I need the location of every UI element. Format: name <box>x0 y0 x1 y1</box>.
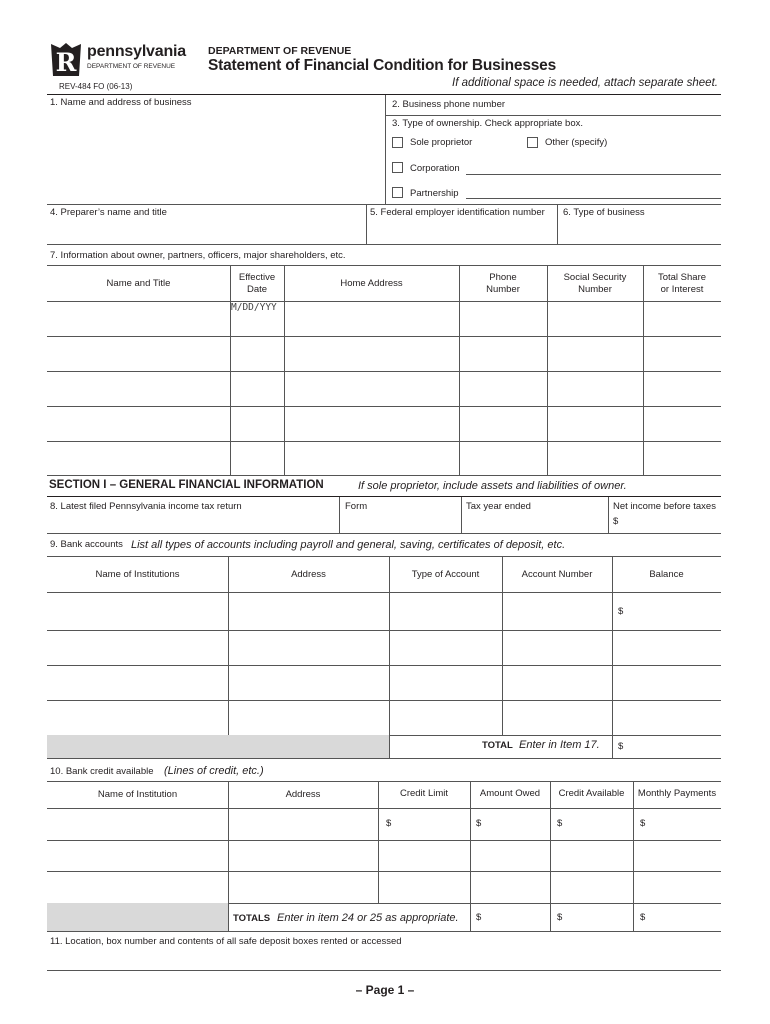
credit-col-monthly: Monthly Payments <box>637 788 717 799</box>
divider <box>47 665 721 666</box>
bank-total-note: Enter in Item 17. <box>519 739 600 751</box>
divider <box>47 758 721 759</box>
field-8-label: 8. Latest filed Pennsylvania income tax return <box>50 501 242 512</box>
bank-col-institution: Name of Institutions <box>95 569 180 580</box>
logo-department: DEPARTMENT OF REVENUE <box>87 63 176 70</box>
shaded-cell <box>47 735 389 758</box>
corporation-line <box>466 174 721 175</box>
divider <box>461 497 462 533</box>
safe-deposit-input[interactable] <box>48 950 720 968</box>
field-9-note: List all types of accounts including payroll and general, saving, certificates of deposit, etc. <box>131 539 566 551</box>
preparer-name-input[interactable] <box>48 220 363 242</box>
divider <box>47 441 721 442</box>
credit-totals-note: Enter in item 24 or 25 as appropriate. <box>277 912 459 924</box>
sole-proprietor-checkbox[interactable] <box>392 137 403 148</box>
page-title: Statement of Financial Condition for Businesses <box>208 57 557 74</box>
credit-col-institution: Name of Institution <box>97 789 178 800</box>
divider <box>230 265 231 475</box>
owners-col-ssn: Social Security Number <box>563 272 627 295</box>
credit-col-limit: Credit Limit <box>399 788 449 799</box>
owners-col-home-address: Home Address <box>340 278 403 289</box>
divider <box>47 700 721 701</box>
net-income-input[interactable] <box>622 514 720 531</box>
field-1-label: 1. Name and address of business <box>50 97 192 108</box>
partnership-checkbox[interactable] <box>392 187 403 198</box>
logo-name: pennsylvania <box>87 43 186 60</box>
corporation-label: Corporation <box>410 163 460 174</box>
credit-available-dollar: $ <box>557 818 563 829</box>
divider <box>228 556 229 735</box>
balance-dollar: $ <box>618 606 624 617</box>
net-income-dollar: $ <box>613 516 619 527</box>
field-11-label: 11. Location, box number and contents of all safe deposit boxes rented or accessed <box>50 936 402 947</box>
other-checkbox[interactable] <box>527 137 538 148</box>
divider <box>470 781 471 931</box>
owners-col-effective-date: Effective Date <box>238 272 276 295</box>
divider <box>47 371 721 372</box>
sole-proprietor-label: Sole proprietor <box>410 137 473 148</box>
bank-total-input[interactable] <box>628 737 720 757</box>
field-9-label: 9. Bank accounts <box>50 539 123 550</box>
divider <box>557 204 558 244</box>
divider <box>47 94 721 95</box>
divider <box>47 204 721 205</box>
department-heading: DEPARTMENT OF REVENUE <box>208 45 352 57</box>
totals-owed-dollar: $ <box>476 912 482 923</box>
page-number: – Page 1 – <box>355 983 415 997</box>
divider <box>385 95 386 204</box>
shaded-cell <box>47 903 228 931</box>
bank-col-balance: Balance <box>649 569 684 580</box>
monthly-payments-dollar: $ <box>640 818 646 829</box>
field-3-label: 3. Type of ownership. Check appropriate box. <box>392 118 583 129</box>
business-phone-input[interactable] <box>500 97 720 114</box>
section-1-title: SECTION I – GENERAL FINANCIAL INFORMATION <box>49 479 324 491</box>
partnership-line <box>466 198 721 199</box>
field-7-label: 7. Information about owner, partners, officers, major shareholders, etc. <box>50 250 346 261</box>
divider <box>47 871 721 872</box>
bank-col-account-type: Type of Account <box>411 569 480 580</box>
fein-input[interactable] <box>368 220 556 242</box>
keystone-logo-icon <box>48 42 84 78</box>
owners-col-phone: Phone Number <box>486 272 520 295</box>
divider <box>633 781 634 931</box>
divider <box>459 265 460 475</box>
totals-monthly-dollar: $ <box>640 912 646 923</box>
field-5-label: 5. Federal employer identification number <box>370 207 545 218</box>
credit-limit-dollar: $ <box>386 818 392 829</box>
corporation-checkbox[interactable] <box>392 162 403 173</box>
amount-owed-dollar: $ <box>476 818 482 829</box>
divider <box>228 781 229 931</box>
form-label: Form <box>345 501 368 512</box>
business-name-address-input[interactable] <box>48 110 383 202</box>
divider <box>47 244 721 245</box>
divider <box>339 497 340 533</box>
partnership-label: Partnership <box>410 188 459 199</box>
credit-totals-label: TOTALS <box>233 913 271 924</box>
divider <box>502 556 503 735</box>
divider <box>366 204 367 244</box>
divider <box>47 533 721 534</box>
field-4-label: 4. Preparer’s name and title <box>50 207 167 218</box>
divider <box>47 406 721 407</box>
totals-available-dollar: $ <box>557 912 563 923</box>
tax-year-label: Tax year ended <box>466 501 531 512</box>
divider <box>47 970 721 971</box>
credit-col-address: Address <box>285 789 321 800</box>
divider <box>643 265 644 475</box>
divider <box>47 496 721 497</box>
divider <box>389 556 390 758</box>
owners-col-name: Name and Title <box>106 278 171 289</box>
divider <box>608 497 609 533</box>
divider <box>547 265 548 475</box>
divider <box>47 781 721 782</box>
divider <box>47 592 721 593</box>
divider <box>47 301 721 302</box>
divider <box>47 931 721 932</box>
bank-col-account-number: Account Number <box>521 569 593 580</box>
divider <box>47 556 721 557</box>
divider <box>47 336 721 337</box>
divider <box>385 115 721 116</box>
section-1-note: If sole proprietor, include assets and liabilities of owner. <box>358 480 627 492</box>
bank-total-label: TOTAL <box>482 740 513 751</box>
divider <box>47 808 721 809</box>
divider <box>47 630 721 631</box>
divider <box>47 840 721 841</box>
field-10-note: (Lines of credit, etc.) <box>164 765 264 777</box>
net-income-label: Net income before taxes <box>613 501 716 512</box>
divider <box>612 556 613 758</box>
tax-year-input[interactable] <box>463 514 606 531</box>
divider <box>550 781 551 931</box>
effective-date-input[interactable]: M/DD/YYY <box>231 302 277 313</box>
owners-col-share: Total Share or Interest <box>657 272 707 295</box>
other-label: Other (specify) <box>545 137 608 148</box>
field-6-label: 6. Type of business <box>563 207 645 218</box>
additional-space-note: If additional space is needed, attach separate sheet. <box>452 77 718 89</box>
divider <box>284 265 285 475</box>
form-input[interactable] <box>341 514 459 531</box>
bank-total-dollar: $ <box>618 741 624 752</box>
divider <box>47 475 721 476</box>
form-number: REV-484 FO (06-13) <box>59 82 133 91</box>
field-10-label: 10. Bank credit available <box>50 766 154 777</box>
field-2-label: 2. Business phone number <box>392 99 506 110</box>
logo-letter: R <box>55 48 77 77</box>
credit-col-available: Credit Available <box>558 788 625 799</box>
divider <box>47 265 721 266</box>
business-type-input[interactable] <box>560 220 720 242</box>
credit-col-owed: Amount Owed <box>479 788 541 799</box>
bank-col-address: Address <box>291 569 326 580</box>
